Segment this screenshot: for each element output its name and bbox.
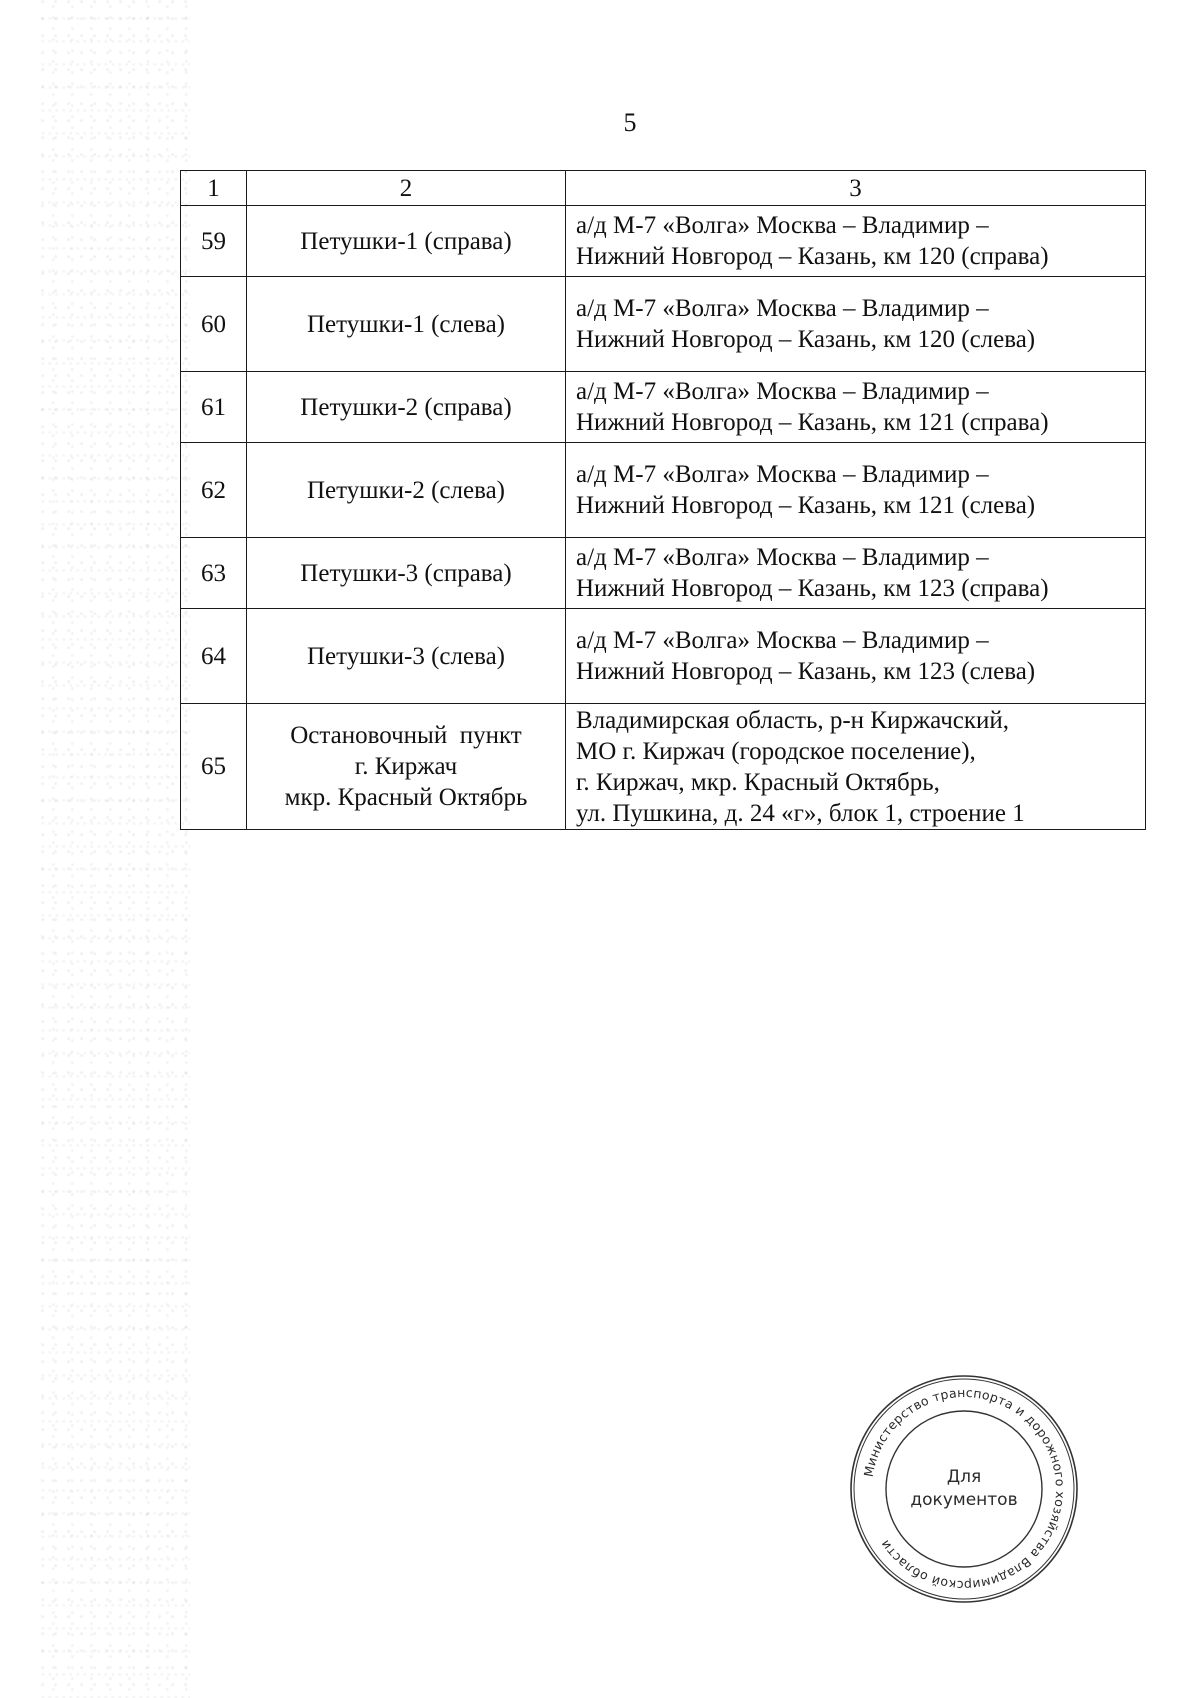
location-line: Нижний Новгород – Казань, км 120 (слева) xyxy=(576,326,1036,353)
stops-table xyxy=(180,170,1146,830)
stop-name xyxy=(247,609,566,704)
stop-name-line: мкр. Красный Октябрь xyxy=(284,784,528,811)
stop-name xyxy=(247,372,566,443)
stop-name xyxy=(247,704,566,830)
table-row xyxy=(181,372,1146,443)
stop-location xyxy=(566,538,1146,609)
stop-location xyxy=(566,443,1146,538)
stop-name xyxy=(247,277,566,372)
stop-location xyxy=(566,277,1146,372)
stop-name xyxy=(247,443,566,538)
location-line: Нижний Новгород – Казань, км 123 (справа) xyxy=(576,575,1049,602)
location-line: а/д М-7 «Волга» Москва – Владимир – xyxy=(576,295,989,322)
official-stamp xyxy=(848,1373,1080,1605)
table-header-row xyxy=(181,171,1146,206)
location-line: а/д М-7 «Волга» Москва – Владимир – xyxy=(576,461,989,488)
stop-name-line: Остановочный пункт xyxy=(290,722,522,749)
stamp-center-line: документов xyxy=(910,1490,1018,1510)
table-row xyxy=(181,206,1146,277)
location-line: г. Киржач, мкр. Красный Октябрь, xyxy=(576,768,940,796)
row-number: 59 xyxy=(181,206,247,277)
stop-name-line: г. Киржач xyxy=(354,753,458,780)
row-number: 60 xyxy=(181,277,247,372)
table-row xyxy=(181,277,1146,372)
row-number: 62 xyxy=(181,443,247,538)
location-line: а/д М-7 «Волга» Москва – Владимир – xyxy=(576,378,989,405)
location-line: ул. Пушкина, д. 24 «г», блок 1, строение 1 xyxy=(576,799,1025,827)
row-number: 64 xyxy=(181,609,247,704)
stop-name-line: Петушки-1 (справа) xyxy=(300,227,512,255)
table-row xyxy=(181,704,1146,830)
stop-name-line: Петушки-2 (справа) xyxy=(300,393,512,421)
column-header-1: 1 xyxy=(181,171,247,206)
location-line: а/д М-7 «Волга» Москва – Владимир – xyxy=(576,544,989,571)
location-line: а/д М-7 «Волга» Москва – Владимир – xyxy=(576,627,989,654)
stop-location xyxy=(566,206,1146,277)
stop-location xyxy=(566,704,1146,830)
stop-name xyxy=(247,538,566,609)
column-header-3: 3 xyxy=(566,171,1146,206)
stop-name-line: Петушки-3 (справа) xyxy=(300,559,512,587)
location-line: Нижний Новгород – Казань, км 123 (слева) xyxy=(576,658,1036,685)
stop-name xyxy=(247,206,566,277)
column-header-2: 2 xyxy=(247,171,566,206)
stop-location xyxy=(566,372,1146,443)
location-line: МО г. Киржач (городское поселение), xyxy=(576,737,976,765)
table-row xyxy=(181,609,1146,704)
table-row xyxy=(181,538,1146,609)
stop-name-line: Петушки-1 (слева) xyxy=(307,310,505,338)
row-number: 63 xyxy=(181,538,247,609)
location-line: Нижний Новгород – Казань, км 120 (справа) xyxy=(576,243,1049,270)
stamp-center-text xyxy=(848,1373,1080,1605)
stamp-ring-text: Министерство транспорта и дорожного хозяйства Владимирской области xyxy=(860,1384,1069,1594)
scan-noise-margin xyxy=(40,0,190,1698)
location-line: Нижний Новгород – Казань, км 121 (справа) xyxy=(576,409,1049,436)
stop-name-line: Петушки-3 (слева) xyxy=(307,642,505,670)
page-number: 5 xyxy=(623,108,637,137)
row-number: 61 xyxy=(181,372,247,443)
row-number: 65 xyxy=(181,704,247,830)
stop-name-line: Петушки-2 (слева) xyxy=(307,476,505,504)
location-line: Владимирская область, р-н Киржачский, xyxy=(576,706,1010,734)
stop-location xyxy=(566,609,1146,704)
table-row xyxy=(181,443,1146,538)
location-line: Нижний Новгород – Казань, км 121 (слева) xyxy=(576,492,1036,519)
stamp-center-line: Для xyxy=(946,1467,982,1487)
location-line: а/д М-7 «Волга» Москва – Владимир – xyxy=(576,212,989,239)
